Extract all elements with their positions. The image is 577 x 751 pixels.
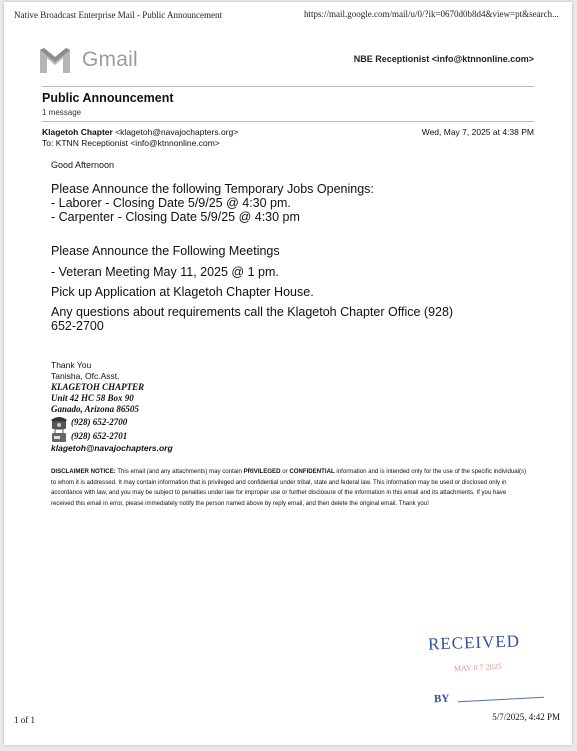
divider	[42, 86, 534, 87]
signature-fax	[51, 429, 173, 443]
disclaimer-privileged: PRIVILEGED	[243, 468, 281, 475]
print-header-title: Native Broadcast Enterprise Mail - Public Announcement	[14, 10, 222, 20]
sender-name: Klagetoh Chapter	[42, 127, 113, 137]
signature-email: klagetoh@navajochapters.org	[51, 443, 173, 453]
print-timestamp: 5/7/2025, 4:42 PM	[492, 712, 560, 722]
gmail-wordmark: Gmail	[82, 48, 138, 71]
fax-machine-icon	[51, 429, 67, 443]
signature-org: KLAGETOH CHAPTER	[51, 382, 145, 392]
received-stamp	[424, 627, 544, 717]
phone-number: (928) 652-2700	[71, 416, 128, 427]
pickup-note: Pick up Application at Klagetoh Chapter House.	[51, 285, 314, 299]
signature-name: Tanisha, Ofc.Asst.	[51, 371, 120, 381]
printed-email-page	[4, 2, 572, 745]
disclaimer-confidential: CONFIDENTIAL	[289, 468, 335, 475]
questions-note-phone: 652-2700	[51, 319, 104, 333]
disclaimer-label: DISCLAIMER NOTICE:	[51, 468, 116, 475]
stamp-received: RECEIVED	[427, 631, 521, 654]
message-body	[51, 160, 531, 333]
account-label: NBE Receptionist <info@ktnnonline.com>	[353, 54, 534, 64]
signature-phone	[51, 415, 173, 429]
telephone-icon	[51, 416, 67, 429]
gmail-logo	[38, 46, 158, 78]
job-item: - Carpenter - Closing Date 5/9/25 @ 4:30 pm	[51, 210, 300, 224]
message-date: Wed, May 7, 2025 at 4:38 PM	[421, 127, 534, 137]
stamp-signature-line	[458, 697, 544, 702]
meeting-item: - Veteran Meeting May 11, 2025 @ 1 pm.	[51, 265, 279, 279]
meetings-heading: Please Announce the Following Meetings	[51, 244, 280, 258]
disclaimer-text: information and is intended only for the use of the specific individual(s) to whom it is addressed. It may contain information that is privileged and confidential under tribal, state and federal law. This information may be used or disclosed only in accordance with law, and you may be subject to penalties under law for improper use or further disclosure of the information in this email and its attachments. If you have received this email in error, please immediately notify the person named above by reply email, and then delete the original email. Thank you!	[51, 468, 527, 507]
stamp-by: BY	[433, 692, 450, 706]
questions-note: Any questions about requirements call the Klagetoh Chapter Office (928)	[51, 305, 454, 319]
signature-address-line: Unit 42 HC 58 Box 90	[51, 393, 134, 403]
job-item: - Laborer - Closing Date 5/9/25 @ 4:30 pm.	[51, 196, 291, 210]
disclaimer-text: This email (and any attachments) may contain	[115, 468, 244, 475]
jobs-heading: Please Announce the following Temporary Jobs Openings:	[51, 182, 374, 196]
print-header-url: https://mail.google.com/mail/u/0/?ik=0670d0b8d4&view=pt&search...	[304, 9, 559, 19]
stamp-date: MAY 0 7 2025	[453, 661, 502, 674]
signature-address-line: Ganado, Arizona 86505	[51, 404, 139, 414]
disclaimer-text: or	[280, 468, 290, 475]
sender	[42, 127, 238, 137]
greeting: Good Afternoon	[51, 160, 115, 170]
message-count: 1 message	[42, 108, 82, 117]
fax-number: (928) 652-2701	[71, 430, 128, 441]
disclaimer-notice	[51, 467, 529, 509]
signature-thanks: Thank You	[51, 360, 92, 370]
page-number: 1 of 1	[14, 715, 35, 725]
divider	[42, 121, 534, 122]
signature-block	[51, 360, 173, 454]
email-subject: Public Announcement	[42, 91, 174, 105]
recipient: To: KTNN Receptionist <info@ktnnonline.com>	[42, 138, 220, 148]
gmail-m-icon	[38, 46, 72, 74]
sender-email: <klagetoh@navajochapters.org>	[115, 127, 239, 137]
